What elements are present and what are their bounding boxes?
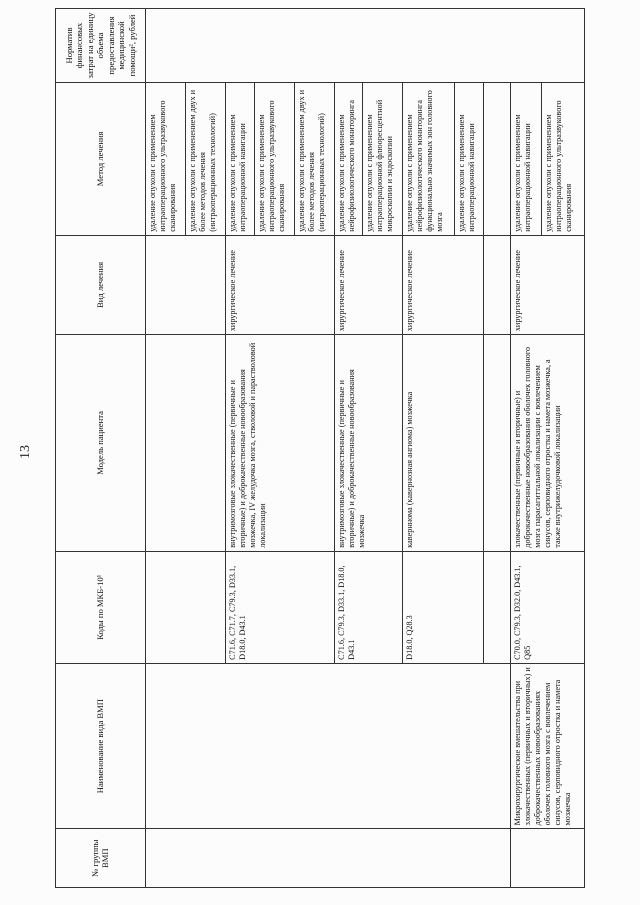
cell-vmp-name: Микрохирургические вмешательства при злокачественных (первичных и вторичных) и доброкачественных новообразованиях оболочек головного мозга с вовлечением синусов, серповидного отростка и намета мозжечка (510, 663, 584, 829)
cell-type: хирургическое лечение (225, 235, 334, 334)
cell-method: удаление опухоли с применением нейрофизиологического мониторинга функционально значимых зон головного мозга (403, 82, 455, 235)
cell-type: хирургическое лечение (334, 235, 403, 334)
cell-method: удаление опухоли с применением интраоперационной навигации (510, 82, 541, 235)
cell-method: удаление опухоли с применением интраоперационной навигации (225, 82, 254, 235)
cell-group-no (145, 829, 510, 888)
cell-model: внутримозговые злокачественные (первичные и вторичные) и доброкачественные новообразования мозжечка, IV желудочка мозга, стволовой и парастволовой локализации (225, 335, 334, 552)
rotated-table-sheet (55, 8, 585, 888)
cell-codes: C71.6, C71.7, C79.3, D33.1, D18.0, D43.1 (225, 551, 334, 663)
cell-method: удаление опухоли с применением интраоперационного ультразвукового сканирования (145, 82, 185, 235)
cell-type: хирургическое лечение (403, 235, 483, 334)
cell-method: удаление опухоли с применением интраоперационного ультразвукового сканирования (254, 82, 294, 235)
cell-codes: D18.0, Q28.3 (403, 551, 483, 663)
header-treatment-type: Вид лечения (56, 235, 146, 334)
cell-method: удаление опухоли с применением двух и более методов лечения (интраоперационных технологий) (185, 82, 225, 235)
cell-empty (483, 235, 510, 334)
table-header-row (56, 9, 146, 888)
cell-vmp-name (145, 663, 510, 829)
header-cost-norm: Норматив финансовых затрат на единицу объема предоставления медицинской помощи², рублей (56, 9, 146, 83)
cell-codes: C70.0, C79.3, D32.0, D43.1, Q85 (510, 551, 584, 663)
table-row (510, 9, 541, 888)
cell-method: удаление опухоли с применением интраоперационной флюоресцентной микроскопии и эндоскопии (363, 82, 403, 235)
cell-codes: C71.6, C79.3, D33.1, D18.0, D43.1 (334, 551, 403, 663)
cell-model: внутримозговые злокачественные (первичные и вторичные) и доброкачественные новообразования мозжечка (334, 335, 403, 552)
cell-method: удаление опухоли с применением нейрофизиологического мониторинга (334, 82, 363, 235)
cell-model: каверннома (кавернозная ангиома) мозжечка (403, 335, 483, 552)
header-patient-model: Модель пациента (56, 335, 146, 552)
cell-empty (483, 82, 510, 235)
cell-cost (145, 9, 584, 83)
cell-empty (483, 335, 510, 552)
cell-method: удаление опухоли с применением интраоперационного ультразвукового сканирования (541, 82, 584, 235)
header-icd-codes: Коды по МКБ-10¹ (56, 551, 146, 663)
cell-codes (145, 551, 225, 663)
vmp-table (55, 8, 585, 888)
cell-method: удаление опухоли с применением интраоперационной навигации (454, 82, 483, 235)
header-vmp-name: Наименование вида ВМП (56, 663, 146, 829)
cell-group-no (510, 829, 584, 888)
cell-type (145, 235, 225, 334)
cell-model (145, 335, 225, 552)
cell-method: удаление опухоли с применением двух и более методов лечения (интраоперационных технологий) (294, 82, 334, 235)
cell-type: хирургическое лечение (510, 235, 584, 334)
page-number: 13 (18, 445, 33, 459)
cell-empty (483, 551, 510, 663)
cell-model: злокачественные (первичные и вторичные) и доброкачественные новообразования оболочек головного мозга парасагиттальной локализации с вовлечением синусов, серповидного отростка и намета мозжечка, а также внутрижелудочковой локализации (510, 335, 584, 552)
table-row (145, 9, 185, 888)
header-group-no: № группы ВМП (56, 829, 146, 888)
header-treatment-method: Метод лечения (56, 82, 146, 235)
